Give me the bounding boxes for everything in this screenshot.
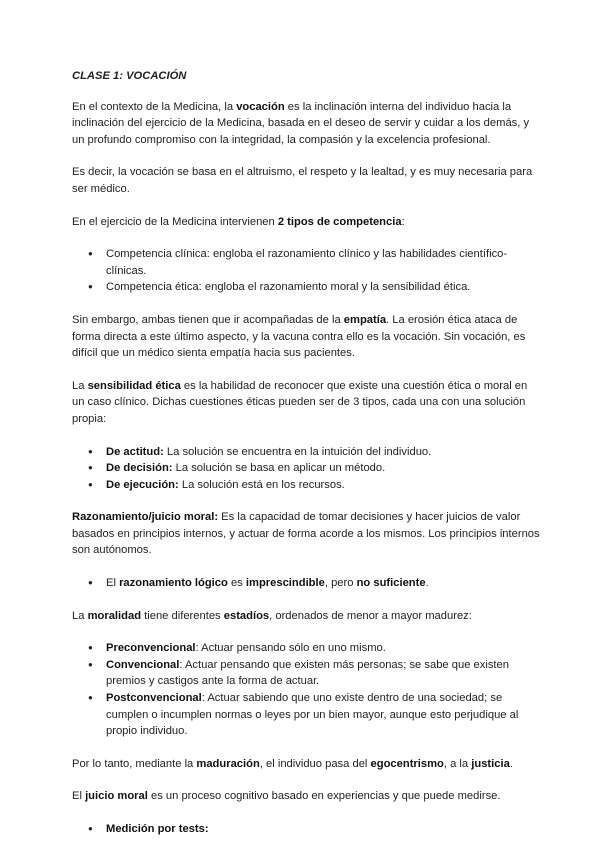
paragraph-competencias-intro: En el ejercicio de la Medicina intervienen 2 tipos de competencia: bbox=[72, 215, 405, 228]
razonamiento-list bbox=[72, 575, 540, 592]
paragraph-vocacion: En el contexto de la Medicina, la vocación es la inclinación interna del individuo hacia la inclinación del ejercicio de la Medicina, basada en el deseo de servir y cuidar a los demás, y un profundo compromiso con la integridad, la compasión y la excelencia profesional. bbox=[72, 100, 530, 146]
tipos-list bbox=[72, 444, 540, 494]
competencias-list bbox=[72, 246, 540, 296]
estadios-list bbox=[72, 640, 540, 740]
paragraph-moralidad: La moralidad tiene diferentes estadíos, ordenados de menor a mayor madurez: bbox=[72, 609, 472, 622]
list-item: ● De actitud: La solución se encuentra en la intuición del individuo. bbox=[72, 444, 540, 461]
list-item: ● Convencional: Actuar pensando que existen más personas; se sabe que existen premios y castigos ante la forma de actuar. bbox=[72, 657, 540, 690]
paragraph-maduracion: Por lo tanto, mediante la maduración, el individuo pasa del egocentrismo, a la justicia. bbox=[72, 757, 513, 770]
list-item: ● De decisión: La solución se basa en aplicar un método. bbox=[72, 460, 540, 477]
paragraph-razonamiento-moral: Razonamiento/juicio moral: Es la capacidad de tomar decisiones y hacer juicios de valor basados en principios internos, y actuar de forma acorde a los mismos. Los principios internos son autónomos. bbox=[72, 511, 540, 557]
list-item: ● Competencia clínica: engloba el razonamiento clínico y las habilidades científico-clínicas. bbox=[72, 246, 540, 279]
list-item: ● El razonamiento lógico es imprescindible, pero no suficiente. bbox=[72, 575, 540, 592]
medicion-list bbox=[72, 821, 540, 838]
paragraph-es-decir: Es decir, la vocación se basa en el altruismo, el respeto y la lealtad, y es muy necesaria para ser médico. bbox=[72, 166, 533, 195]
list-item: ● Postconvencional: Actuar sabiendo que uno existe dentro de una sociedad; se cumplen o incumplen normas o leyes por un bien mayor, aunque esto perjudique al propio individuo. bbox=[72, 690, 540, 740]
paragraph-juicio-moral: El juicio moral es un proceso cognitivo basado en experiencias y que puede medirse. bbox=[72, 790, 501, 803]
list-item: ● Preconvencional: Actuar pensando sólo en uno mismo. bbox=[72, 640, 540, 657]
list-item: ● Competencia ética: engloba el razonamiento moral y la sensibilidad ética. bbox=[72, 279, 540, 296]
paragraph-sensibilidad-etica: La sensibilidad ética es la habilidad de reconocer que existe una cuestión ética o moral en un caso clínico. Dichas cuestiones éticas pueden ser de 3 tipos, cada una con una solución propia: bbox=[72, 379, 528, 425]
list-item: ● Medición por tests: bbox=[72, 821, 540, 838]
list-item: ● De ejecución: La solución está en los recursos. bbox=[72, 477, 540, 494]
page-title: CLASE 1: VOCACIÓN bbox=[72, 70, 187, 82]
paragraph-empatia: Sin embargo, ambas tienen que ir acompañadas de la empatía. La erosión ética ataca de forma directa a este último aspecto, y la vacuna contra ello es la vocación. Sin vocación, es difícil que un médico sienta empatía hacia sus pacientes. bbox=[72, 313, 526, 360]
